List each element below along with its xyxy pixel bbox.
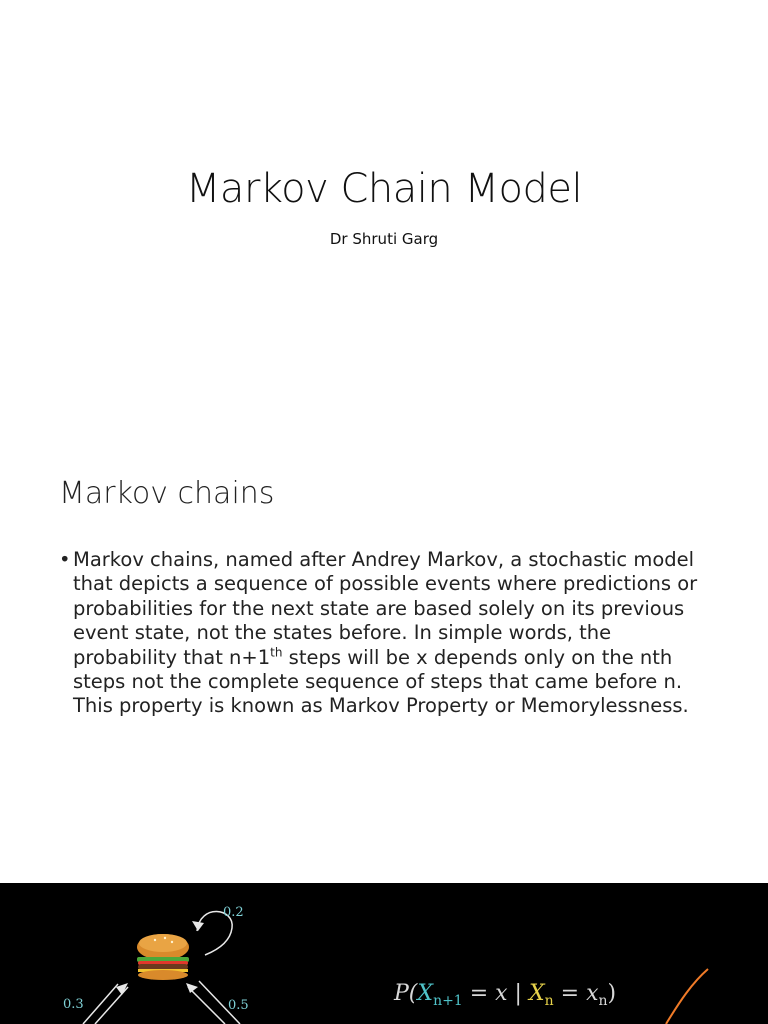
bullet-text-part1: Markov chains, named after Andrey Markov, a stochastic model that depicts a sequence of possible events where predictions or probabilities for the next state are based solely on its previous event state, not the states before. In simple words, the probability that n+1 xyxy=(73,548,698,669)
bullet-superscript: th xyxy=(270,645,283,660)
right-edge-arrowhead xyxy=(186,983,198,993)
formula-close: ) xyxy=(607,981,617,1006)
bullet-text-part2: steps will be x depends only on the nth steps not the complete sequence of steps that came before n. This property is known as Markov Property or Memorylessness. xyxy=(73,645,689,718)
content-slide xyxy=(0,440,768,883)
right-edge-line-1 xyxy=(188,987,225,1024)
self-loop-arrowhead xyxy=(192,921,204,931)
state-diagram xyxy=(0,883,768,1024)
slide-title: Markov Chain Model xyxy=(185,166,583,212)
left-edge-label: 0.3 xyxy=(63,997,84,1012)
bullet-text xyxy=(73,548,719,719)
self-loop-label: 0.2 xyxy=(223,905,244,920)
slide-heading: Markov chains xyxy=(59,476,275,511)
markov-formula xyxy=(394,981,616,1009)
formula-p: P( xyxy=(394,981,418,1006)
formula-x-current: X xyxy=(528,981,545,1006)
orange-curve xyxy=(666,969,708,1024)
formula-eq-xn: = x xyxy=(553,981,599,1006)
diagram-slide xyxy=(0,883,768,1024)
formula-sub-next: n+1 xyxy=(433,993,463,1009)
formula-sub-current: n xyxy=(544,993,554,1009)
bullet-marker: • xyxy=(59,548,71,571)
formula-eq-x: = x | xyxy=(462,981,529,1006)
title-slide xyxy=(0,0,768,440)
author-name: Dr Shruti Garg xyxy=(329,230,439,248)
right-edge-label: 0.5 xyxy=(228,998,249,1013)
formula-sub-xn: n xyxy=(598,993,608,1009)
hamburger-icon xyxy=(137,934,189,980)
bullet-item xyxy=(59,548,719,719)
formula-x-next: X xyxy=(417,981,434,1006)
